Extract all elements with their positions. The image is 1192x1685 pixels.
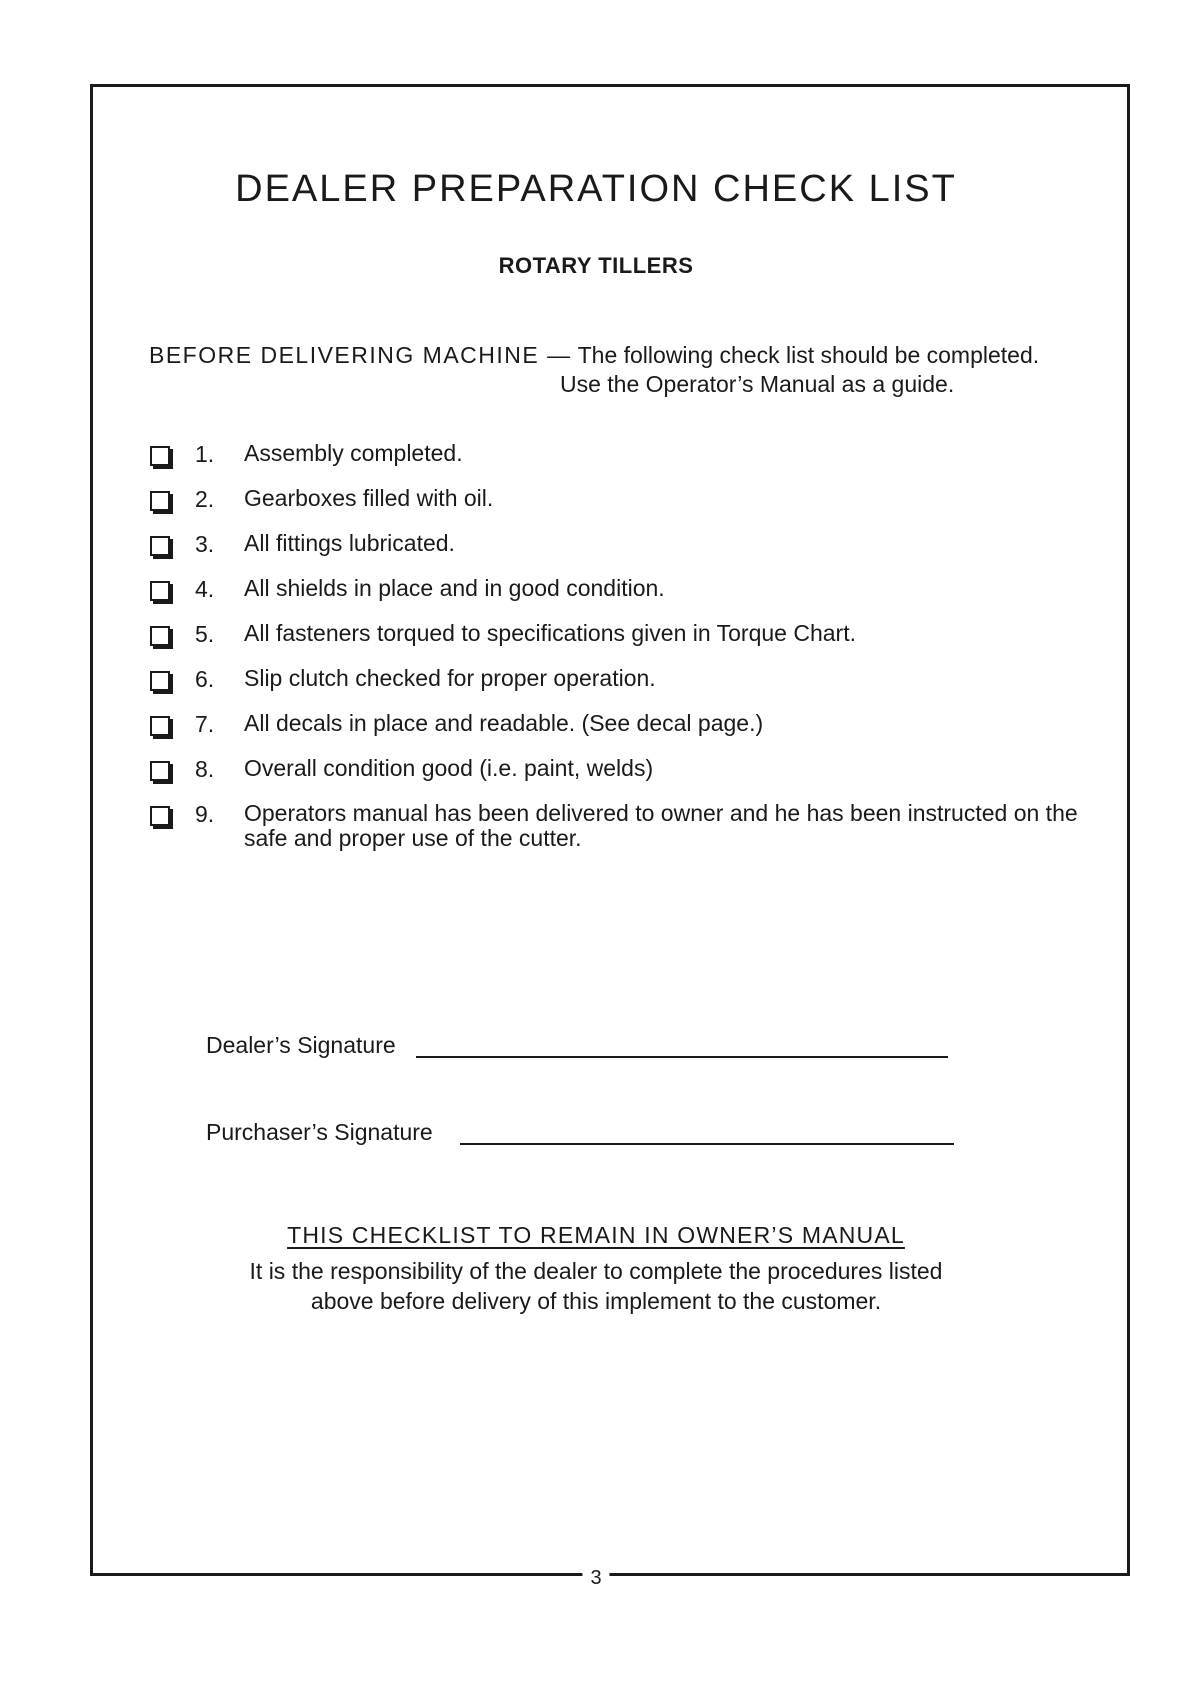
item-text: All decals in place and readable. (See decal page.): [244, 710, 764, 736]
page-title: DEALER PREPARATION CHECK LIST: [235, 168, 957, 210]
responsibility-line-2: above before delivery of this implement to the customer.: [310, 1288, 882, 1314]
item-number: 8.: [195, 756, 215, 782]
responsibility-line-1: It is the responsibility of the dealer to complete the procedures listed: [249, 1258, 943, 1284]
item-text: All fasteners torqued to specifications given in Torque Chart.: [244, 620, 856, 646]
item-number: 5.: [195, 621, 215, 647]
purchaser-signature-line[interactable]: [460, 1143, 954, 1145]
responsibility-notice: [0, 1256, 1192, 1316]
purchaser-signature-label: Purchaser’s Signature: [206, 1119, 433, 1145]
intro-line-2: Use the Operator’s Manual as a guide.: [560, 371, 955, 397]
checkbox[interactable]: [150, 761, 170, 781]
item-number: 6.: [195, 666, 215, 692]
checkbox[interactable]: [150, 536, 170, 556]
checkbox[interactable]: [150, 626, 170, 646]
item-text: Gearboxes filled with oil.: [244, 485, 494, 511]
item-text: Overall condition good (i.e. paint, welds): [244, 755, 654, 781]
checkbox[interactable]: [150, 671, 170, 691]
item-number: 9.: [195, 801, 215, 827]
dealer-signature-line[interactable]: [416, 1056, 948, 1058]
intro-lead: BEFORE DELIVERING MACHINE —: [149, 342, 572, 368]
item-number: 1.: [195, 441, 215, 467]
dealer-signature-label: Dealer’s Signature: [206, 1032, 396, 1058]
item-text: Operators manual has been delivered to owner and he has been instructed on the safe and proper use of the cutter.: [244, 800, 1078, 851]
item-number: 3.: [195, 531, 215, 557]
checkbox[interactable]: [150, 446, 170, 466]
item-text: Assembly completed.: [244, 440, 463, 466]
item-text: Slip clutch checked for proper operation.: [244, 665, 656, 691]
item-number: 7.: [195, 711, 215, 737]
item-text: All fittings lubricated.: [244, 530, 455, 556]
item-number: 4.: [195, 576, 215, 602]
intro-line-1: [149, 342, 1039, 369]
intro-text: The following check list should be completed.: [571, 342, 1040, 368]
retention-notice-heading: THIS CHECKLIST TO REMAIN IN OWNER’S MANUAL: [287, 1222, 905, 1248]
page-number: 3: [582, 1566, 609, 1590]
page-subtitle: ROTARY TILLERS: [498, 253, 694, 278]
item-number: 2.: [195, 486, 215, 512]
checkbox[interactable]: [150, 806, 170, 826]
item-text: All shields in place and in good condition.: [244, 575, 665, 601]
checkbox[interactable]: [150, 581, 170, 601]
checkbox[interactable]: [150, 716, 170, 736]
checkbox[interactable]: [150, 491, 170, 511]
